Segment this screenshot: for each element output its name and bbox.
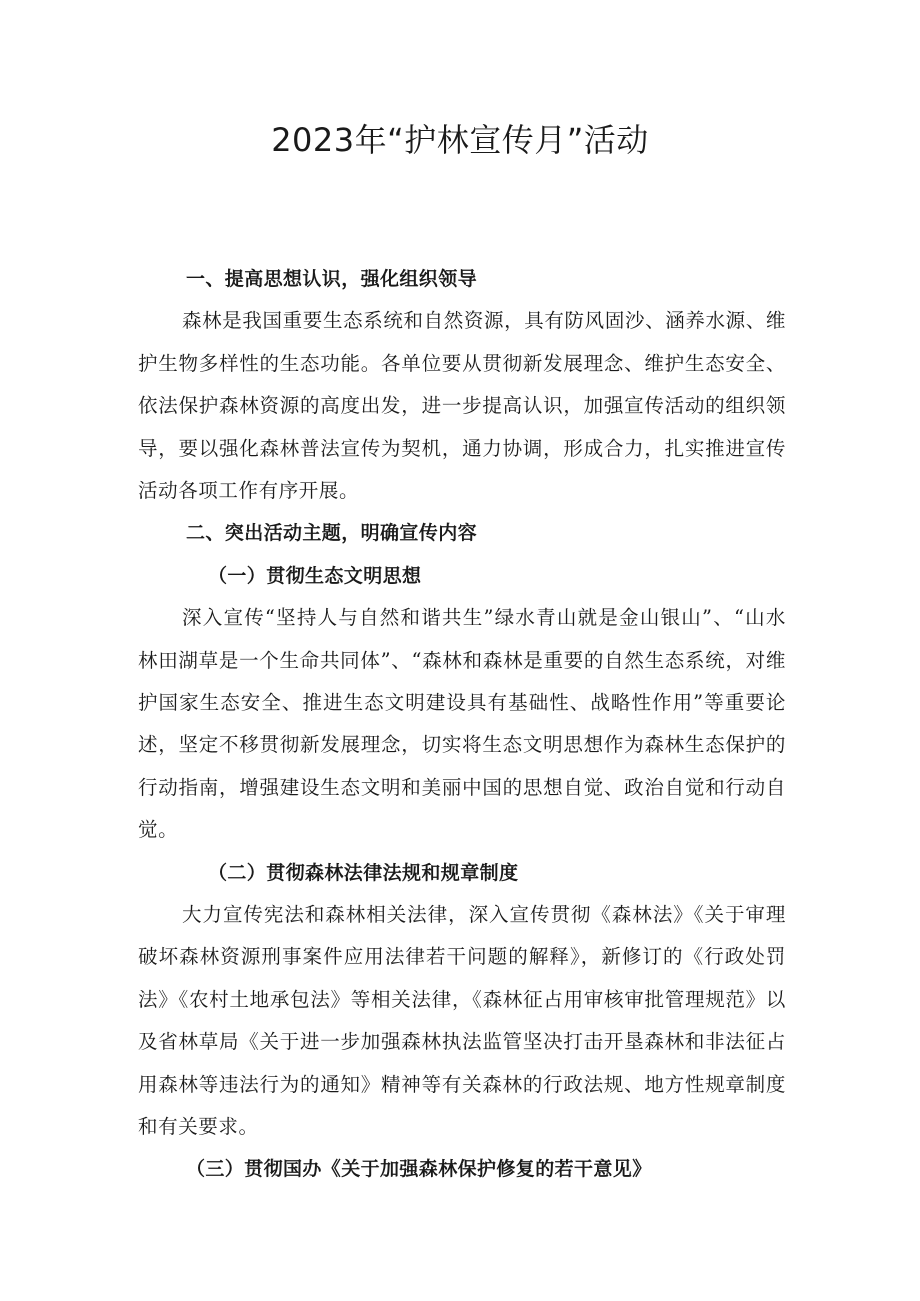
document-body xyxy=(138,258,786,1191)
section-heading-2: 二、突出活动主题，明确宣传内容 xyxy=(186,522,478,545)
section-heading-1: 一、提高思想认识，强化组织领导 xyxy=(186,268,478,290)
subsection-2-1-paragraph: 深入宣传“坚持人与自然和谐共生”绿水青山就是金山银山”、“山水林田湖草是一个生命共同体”、“森林和森林是重要的自然生态系统，对维护国家生态安全、推进生态文明建设具有基础性、战略性作用”等重要论述，坚定不移贯彻新发展理念，切实将生态文明思想作为森林生态保护的行动指南，增强建设生态文明和美丽中国的思想自觉、政治自觉和行动自觉。 xyxy=(138,606,786,842)
section-1-paragraph: 森林是我国重要生态系统和自然资源，具有防风固沙、涵养水源、维护生物多样性的生态功能。各单位要从贯彻新发展理念、维护生态安全、依法保护森林资源的高度出发，进一步提高认识，加强宣传活动的组织领导，要以强化森林普法宣传为契机，通力协调，形成合力，扎实推进宣传活动各项工作有序开展。 xyxy=(138,309,786,503)
subsection-2-2-paragraph: 大力宣传宪法和森林相关法律，深入宣传贯彻《森林法》《关于审理破坏森林资源刑事案件应用法律若干问题的解释》，新修订的《行政处罚法》《农村土地承包法》等相关法律，《森林征占用审核审批管理规范》以及省林草局《关于进一步加强森林执法监管坚决打击开垦森林和非法征占用森林等违法行为的通知》精神等有关森林的行政法规、地方性规章制度和有关要求。 xyxy=(138,903,786,1139)
subsection-heading-2-3: （三）贯彻国办《关于加强森林保护修复的若干意见》 xyxy=(186,1158,652,1181)
subsection-heading-2-2: （二）贯彻森林法律法规和规章制度 xyxy=(208,861,519,884)
document-title: 2023年“护林宣传月”活动 xyxy=(271,121,649,159)
subsection-heading-2-1: （一）贯彻生态文明思想 xyxy=(208,564,422,587)
